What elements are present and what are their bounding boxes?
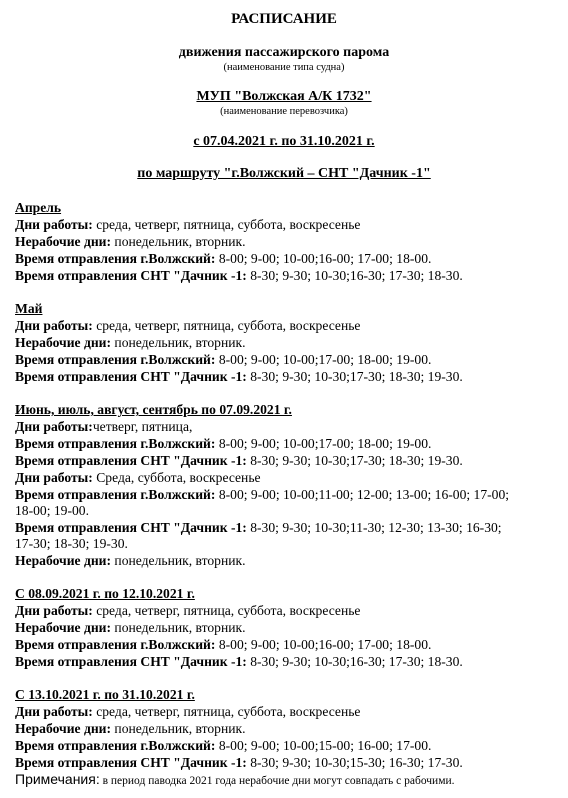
carrier-caption: (наименование перевозчика) bbox=[220, 106, 348, 117]
summer-work-days-1 bbox=[15, 418, 192, 435]
april-departures-volzhsky bbox=[15, 250, 431, 267]
work-days-label: Дни работы: bbox=[15, 217, 93, 232]
may-departures-volzhsky-value: 8-00; 9-00; 10-00;17-00; 18-00; 19-00. bbox=[215, 352, 432, 367]
section-heading-may: Май bbox=[15, 301, 43, 316]
vessel-type-caption: (наименование типа судна) bbox=[223, 62, 345, 73]
september-departures-volzhsky bbox=[15, 636, 431, 653]
off-days-label: Нерабочие дни: bbox=[15, 234, 112, 249]
route bbox=[0, 166, 568, 182]
september-off-days-value: понедельник, вторник. bbox=[111, 620, 246, 635]
validity-period bbox=[0, 134, 568, 150]
summer-departures-snt-1-value: 8-30; 9-30; 10-30;17-30; 18-30; 19-30. bbox=[246, 453, 463, 468]
validity-period-text: с 07.04.2021 г. по 31.10.2021 г. bbox=[193, 134, 375, 149]
september-work-days-value: среда, четверг, пятница, суббота, воскресенье bbox=[92, 603, 361, 618]
april-departures-volzhsky-value: 8-00; 9-00; 10-00;16-00; 17-00; 18-00. bbox=[215, 251, 432, 266]
april-work-days bbox=[15, 216, 360, 233]
summer-departures-volzhsky-2 bbox=[15, 486, 509, 503]
departures-snt-label: Время отправления СНТ "Дачник -1: bbox=[15, 268, 247, 283]
september-work-days bbox=[15, 602, 360, 619]
october-work-days bbox=[15, 703, 360, 720]
departures-snt-label: Время отправления СНТ "Дачник -1: bbox=[15, 755, 247, 770]
section-heading-april: Апрель bbox=[15, 200, 62, 215]
departures-volzhsky-label: Время отправления г.Волжский: bbox=[15, 352, 216, 367]
summer-work-days-1-value: четверг, пятница, bbox=[92, 419, 193, 434]
departures-snt-label: Время отправления СНТ "Дачник -1: bbox=[15, 654, 247, 669]
may-work-days-value: среда, четверг, пятница, суббота, воскресенье bbox=[92, 318, 361, 333]
departures-snt-label: Время отправления СНТ "Дачник -1: bbox=[15, 520, 247, 535]
vessel-type: движения пассажирского парома bbox=[178, 45, 390, 60]
departures-volzhsky-label: Время отправления г.Волжский: bbox=[15, 487, 216, 502]
september-departures-volzhsky-value: 8-00; 9-00; 10-00;16-00; 17-00; 18-00. bbox=[215, 637, 432, 652]
document-title: РАСПИСАНИЕ bbox=[231, 11, 337, 27]
summer-off-days-value: понедельник, вторник. bbox=[111, 553, 246, 568]
october-departures-snt bbox=[15, 754, 463, 771]
summer-work-days-2-value: Среда, суббота, воскресенье bbox=[92, 470, 261, 485]
departures-volzhsky-label: Время отправления г.Волжский: bbox=[15, 738, 216, 753]
footnote-text: в период паводка 2021 года нерабочие дни могут совпадать с рабочими. bbox=[99, 775, 455, 787]
october-departures-volzhsky-value: 8-00; 9-00; 10-00;15-00; 16-00; 17-00. bbox=[215, 738, 432, 753]
may-work-days bbox=[15, 317, 360, 334]
april-off-days-value: понедельник, вторник. bbox=[111, 234, 246, 249]
off-days-label: Нерабочие дни: bbox=[15, 721, 112, 736]
summer-departures-snt-2-continued: 17-30; 18-30; 19-30. bbox=[15, 536, 128, 551]
work-days-label: Дни работы: bbox=[15, 470, 93, 485]
summer-departures-snt-2-value: 8-30; 9-30; 10-30;11-30; 12-30; 13-30; 16-30; bbox=[246, 520, 502, 535]
october-departures-snt-value: 8-30; 9-30; 10-30;15-30; 16-30; 17-30. bbox=[246, 755, 463, 770]
work-days-label: Дни работы: bbox=[15, 704, 93, 719]
april-work-days-value: среда, четверг, пятница, суббота, воскресенье bbox=[92, 217, 361, 232]
summer-work-days-2 bbox=[15, 469, 261, 486]
summer-departures-snt-1 bbox=[15, 452, 463, 469]
summer-off-days bbox=[15, 552, 246, 569]
departures-volzhsky-label: Время отправления г.Волжский: bbox=[15, 436, 216, 451]
summer-departures-snt-2 bbox=[15, 519, 502, 536]
footnote bbox=[15, 771, 455, 790]
work-days-label: Дни работы: bbox=[15, 419, 93, 434]
work-days-label: Дни работы: bbox=[15, 318, 93, 333]
work-days-label: Дни работы: bbox=[15, 603, 93, 618]
summer-departures-volzhsky-2-continued: 18-00; 19-00. bbox=[15, 503, 90, 518]
departures-snt-label: Время отправления СНТ "Дачник -1: bbox=[15, 453, 247, 468]
october-departures-volzhsky bbox=[15, 737, 431, 754]
april-departures-snt-value: 8-30; 9-30; 10-30;16-30; 17-30; 18-30. bbox=[246, 268, 463, 283]
departures-snt-label: Время отправления СНТ "Дачник -1: bbox=[15, 369, 247, 384]
off-days-label: Нерабочие дни: bbox=[15, 553, 112, 568]
september-off-days bbox=[15, 619, 246, 636]
off-days-label: Нерабочие дни: bbox=[15, 335, 112, 350]
section-heading-summer: Июнь, июль, август, сентябрь по 07.09.2021 г. bbox=[15, 402, 292, 417]
april-off-days bbox=[15, 233, 246, 250]
may-off-days bbox=[15, 334, 246, 351]
october-off-days-value: понедельник, вторник. bbox=[111, 721, 246, 736]
october-work-days-value: среда, четверг, пятница, суббота, воскресенье bbox=[92, 704, 361, 719]
may-departures-snt bbox=[15, 368, 463, 385]
departures-volzhsky-label: Время отправления г.Волжский: bbox=[15, 637, 216, 652]
route-text: по маршруту "г.Волжский – СНТ "Дачник -1" bbox=[137, 166, 431, 181]
summer-departures-volzhsky-2-value: 8-00; 9-00; 10-00;11-00; 12-00; 13-00; 16-00; 17-00; bbox=[215, 487, 510, 502]
october-off-days bbox=[15, 720, 246, 737]
carrier-name-text: МУП "Волжская А/К 1732" bbox=[196, 89, 372, 104]
departures-volzhsky-label: Время отправления г.Волжский: bbox=[15, 251, 216, 266]
april-departures-snt bbox=[15, 267, 463, 284]
summer-departures-volzhsky-1 bbox=[15, 435, 431, 452]
september-departures-snt bbox=[15, 653, 463, 670]
may-off-days-value: понедельник, вторник. bbox=[111, 335, 246, 350]
september-departures-snt-value: 8-30; 9-30; 10-30;16-30; 17-30; 18-30. bbox=[246, 654, 463, 669]
summer-departures-volzhsky-1-value: 8-00; 9-00; 10-00;17-00; 18-00; 19-00. bbox=[215, 436, 432, 451]
off-days-label: Нерабочие дни: bbox=[15, 620, 112, 635]
section-heading-october: С 13.10.2021 г. по 31.10.2021 г. bbox=[15, 687, 195, 702]
may-departures-snt-value: 8-30; 9-30; 10-30;17-30; 18-30; 19-30. bbox=[246, 369, 463, 384]
section-heading-september: С 08.09.2021 г. по 12.10.2021 г. bbox=[15, 586, 195, 601]
may-departures-volzhsky bbox=[15, 351, 431, 368]
footnote-label: Примечания: bbox=[15, 771, 100, 787]
carrier-name bbox=[0, 89, 568, 105]
